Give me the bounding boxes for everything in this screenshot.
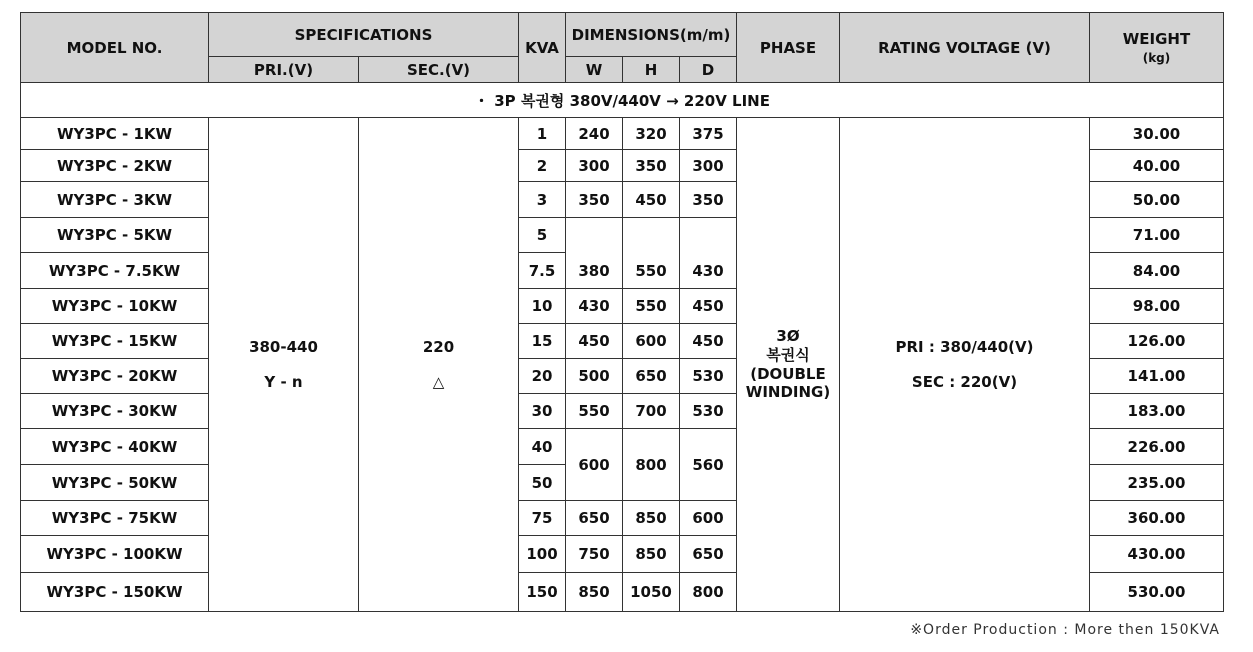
header-weight: [1090, 13, 1224, 83]
w-cell: 430: [566, 289, 623, 324]
header-weight-unit: (kg): [1142, 50, 1171, 65]
w-cell: 750: [566, 536, 623, 573]
h-cell: 800: [623, 429, 680, 501]
model-cell: WY3PC - 2KW: [21, 150, 209, 182]
model-cell: WY3PC - 50KW: [21, 465, 209, 501]
w-cell: 240: [566, 118, 623, 150]
h-cell: 350: [623, 150, 680, 182]
d-cell: 350: [680, 182, 737, 218]
h-cell: 700: [623, 394, 680, 429]
kva-cell: 20: [519, 359, 566, 394]
table-row: [21, 118, 1224, 150]
weight-cell: 30.00: [1090, 118, 1224, 150]
header-rating-voltage: RATING VOLTAGE (V): [840, 13, 1090, 83]
weight-cell: 235.00: [1090, 465, 1224, 501]
w-cell: 450: [566, 324, 623, 359]
model-cell: WY3PC - 7.5KW: [21, 253, 209, 289]
kva-cell: 5: [519, 218, 566, 253]
sec-connection: △: [432, 372, 445, 391]
weight-cell: 98.00: [1090, 289, 1224, 324]
kva-cell: 100: [519, 536, 566, 573]
model-cell: WY3PC - 1KW: [21, 118, 209, 150]
d-cell: 650: [680, 536, 737, 573]
d-cell: 300: [680, 150, 737, 182]
kva-cell: 1: [519, 118, 566, 150]
w-cell: 350: [566, 182, 623, 218]
weight-cell: 126.00: [1090, 324, 1224, 359]
header-pri: PRI.(V): [209, 57, 359, 83]
weight-cell: 71.00: [1090, 218, 1224, 253]
h-cell: 600: [623, 324, 680, 359]
model-cell: WY3PC - 10KW: [21, 289, 209, 324]
header-h: H: [623, 57, 680, 83]
d-cell: 430: [680, 218, 737, 289]
header-w: W: [566, 57, 623, 83]
kva-cell: 15: [519, 324, 566, 359]
header-specifications: SPECIFICATIONS: [209, 13, 519, 57]
weight-cell: 226.00: [1090, 429, 1224, 465]
d-cell: 530: [680, 359, 737, 394]
kva-cell: 40: [519, 429, 566, 465]
phase-line-4: WINDING): [745, 383, 831, 402]
w-cell: 550: [566, 394, 623, 429]
order-production-note: ※Order Production : More then 150KVA: [910, 622, 1220, 638]
h-cell: 450: [623, 182, 680, 218]
h-cell: 550: [623, 218, 680, 289]
d-cell: 600: [680, 501, 737, 536]
w-cell: 380: [566, 218, 623, 289]
kva-cell: 3: [519, 182, 566, 218]
h-cell: 550: [623, 289, 680, 324]
pri-value: 380-440: [249, 337, 318, 356]
w-cell: 650: [566, 501, 623, 536]
h-cell: 850: [623, 501, 680, 536]
kva-cell: 30: [519, 394, 566, 429]
d-cell: 560: [680, 429, 737, 501]
sec-merged-cell: [359, 118, 519, 612]
weight-cell: 84.00: [1090, 253, 1224, 289]
rating-line-2: SEC : 220(V): [911, 372, 1018, 391]
d-cell: 800: [680, 573, 737, 612]
h-cell: 1050: [623, 573, 680, 612]
d-cell: 375: [680, 118, 737, 150]
header-model: MODEL NO.: [21, 13, 209, 83]
line-title: ・ 3P 복권형 380V/440V → 220V LINE: [21, 83, 1224, 118]
spec-table: [20, 12, 1224, 612]
model-cell: WY3PC - 20KW: [21, 359, 209, 394]
weight-cell: 50.00: [1090, 182, 1224, 218]
rating-merged-cell: [840, 118, 1090, 612]
kva-cell: 75: [519, 501, 566, 536]
h-cell: 650: [623, 359, 680, 394]
model-cell: WY3PC - 15KW: [21, 324, 209, 359]
kva-cell: 2: [519, 150, 566, 182]
model-cell: WY3PC - 3KW: [21, 182, 209, 218]
header-dimensions: DIMENSIONS(m/m): [566, 13, 737, 57]
pri-connection: Y - n: [264, 372, 303, 391]
phase-line-3: (DOUBLE: [750, 364, 826, 383]
sec-value: 220: [422, 337, 455, 356]
weight-cell: 40.00: [1090, 150, 1224, 182]
weight-cell: 141.00: [1090, 359, 1224, 394]
header-weight-label: WEIGHT: [1122, 29, 1191, 48]
model-cell: WY3PC - 75KW: [21, 501, 209, 536]
header-sec: SEC.(V): [359, 57, 519, 83]
w-cell: 500: [566, 359, 623, 394]
d-cell: 450: [680, 324, 737, 359]
header-phase: PHASE: [737, 13, 840, 83]
phase-merged-cell: [737, 118, 840, 612]
weight-cell: 183.00: [1090, 394, 1224, 429]
w-cell: 850: [566, 573, 623, 612]
h-cell: 320: [623, 118, 680, 150]
weight-cell: 430.00: [1090, 536, 1224, 573]
w-cell: 300: [566, 150, 623, 182]
header-kva: KVA: [519, 13, 566, 83]
phase-line-1: 3Ø: [776, 327, 800, 345]
kva-cell: 50: [519, 465, 566, 501]
d-cell: 530: [680, 394, 737, 429]
kva-cell: 7.5: [519, 253, 566, 289]
kva-cell: 10: [519, 289, 566, 324]
kva-cell: 150: [519, 573, 566, 612]
phase-line-2: 복권식: [766, 345, 810, 364]
model-cell: WY3PC - 100KW: [21, 536, 209, 573]
h-cell: 850: [623, 536, 680, 573]
w-cell: 600: [566, 429, 623, 501]
weight-cell: 360.00: [1090, 501, 1224, 536]
header-d: D: [680, 57, 737, 83]
rating-line-1: PRI : 380/440(V): [895, 337, 1034, 356]
model-cell: WY3PC - 5KW: [21, 218, 209, 253]
d-cell: 450: [680, 289, 737, 324]
model-cell: WY3PC - 150KW: [21, 573, 209, 612]
model-cell: WY3PC - 40KW: [21, 429, 209, 465]
weight-cell: 530.00: [1090, 573, 1224, 612]
pri-merged-cell: [209, 118, 359, 612]
model-cell: WY3PC - 30KW: [21, 394, 209, 429]
